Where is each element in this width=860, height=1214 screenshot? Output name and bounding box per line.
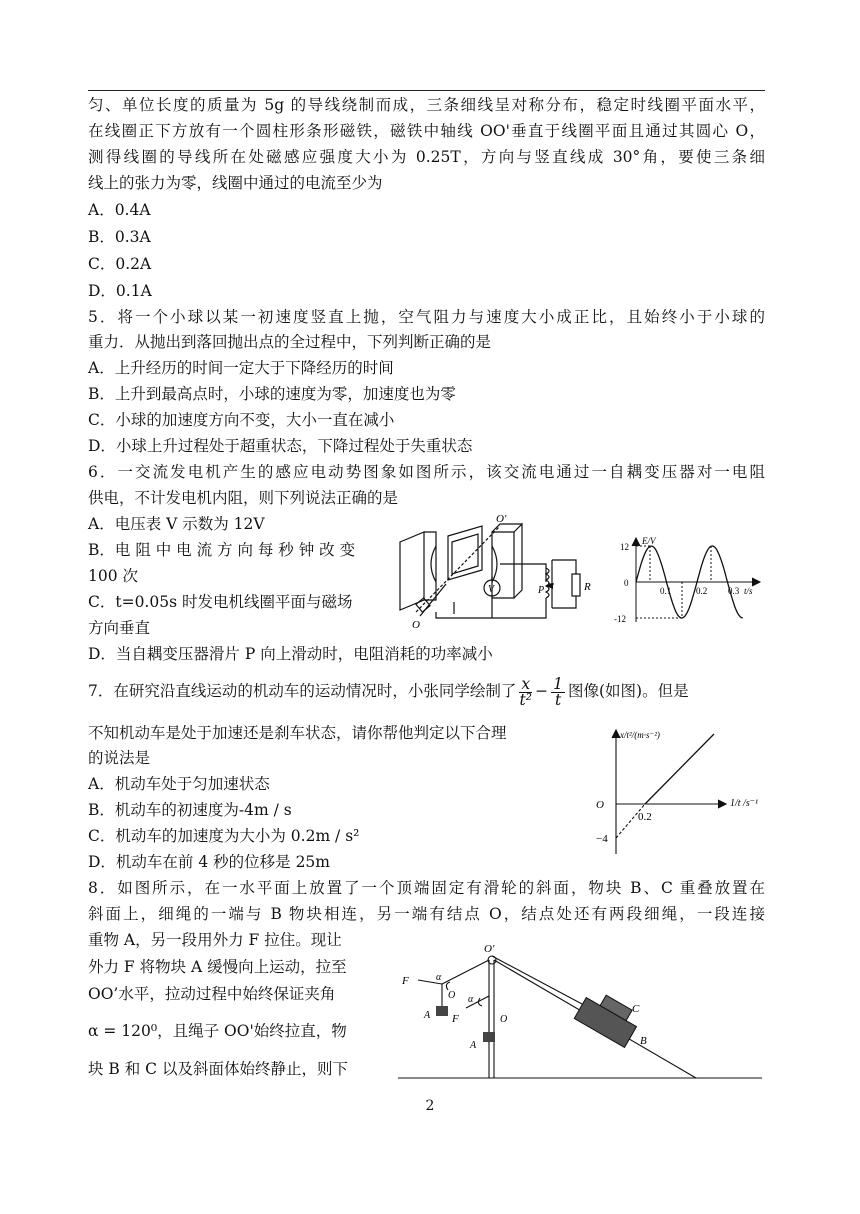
q7-fraction-x-over-t2: $\frac{x}{\text{t²}}$ xyxy=(519,674,532,709)
q8-line-3: 重物 A，另一段用外力 F 拉住。现让 xyxy=(88,931,342,949)
generator-label-o: O xyxy=(412,619,420,631)
q6-option-b-1: B．电 阻 中 电 流 方 向 每 秒 钟 改 变 xyxy=(88,541,356,559)
generator-label-o-prime: O' xyxy=(496,513,507,525)
incline-label-f1: F xyxy=(402,975,409,987)
q8-line-1: 8．如图所示，在一水平面上放置了一个顶端固定有滑轮的斜面，物块 B、C 重叠放置在 xyxy=(88,879,765,897)
q7-option-c: C．机动车的加速度为大小为 0.2m / s² xyxy=(88,827,360,845)
q6-option-a: A．电压表 V 示数为 12V xyxy=(88,515,265,533)
q7-line-3: 的说法是 xyxy=(88,749,151,767)
incline-pulley-figure xyxy=(396,928,766,1080)
incline-label-a2: A xyxy=(470,1040,477,1051)
emf-tick-01: 0.1 xyxy=(660,586,672,596)
incline-label-c: C xyxy=(632,1003,640,1015)
q4-option-b: B．0.3A xyxy=(88,228,151,246)
q4-line-1: 匀、单位长度的质量为 5g 的导线绕制而成，三条细线呈对称分布，稳定时线圈平面水平， xyxy=(88,96,765,114)
q5-option-b: B．上升到最高点时，小球的速度为零，加速度也为零 xyxy=(88,385,456,403)
q6-option-d: D．当自耦变压器滑片 P 向上滑动时，电阻消耗的功率减小 xyxy=(88,645,493,663)
q4-line-2: 在线圈正下方放有一个圆柱形条形磁铁，磁铁中轴线 OO'垂直于线圈平面且通过其圆心 O， xyxy=(88,122,765,140)
velocity-graph-x-intercept: 0.2 xyxy=(638,811,652,823)
header-rule xyxy=(88,90,765,91)
emf-tick-02: 0.2 xyxy=(696,586,708,596)
q4-option-d: D．0.1A xyxy=(88,282,152,300)
q6-option-c-2: 方向垂直 xyxy=(88,619,151,637)
q6-option-c-1: C．t=0.05s 时发电机线圈平面与磁场 xyxy=(88,593,353,611)
q5-line-1: 5．将一个小球以某一初速度竖直上抛，空气阻力与速度大小成正比，且始终小于小球的 xyxy=(88,308,765,326)
q5-option-c: C．小球的加速度方向不变，大小一直在减小 xyxy=(88,411,395,429)
q8-line-7: 块 B 和 C 以及斜面体始终静止，则下 xyxy=(88,1060,348,1078)
q7-option-a: A．机动车处于匀加速状态 xyxy=(88,775,270,793)
slider-label-p: P xyxy=(538,585,545,596)
incline-label-alpha1: α xyxy=(436,972,442,983)
velocity-graph-xlabel: 1/t /s⁻¹ xyxy=(730,798,759,809)
emf-tick-12: 12 xyxy=(620,542,629,552)
q4-option-a: A．0.4A xyxy=(88,201,151,219)
page-number: 2 xyxy=(425,1098,435,1114)
emf-graph-xlabel: t/s xyxy=(744,586,753,596)
q5-option-a: A．上升经历的时间一定大于下降经历的时间 xyxy=(88,359,394,377)
emf-origin: 0 xyxy=(624,578,629,588)
velocity-graph-ylabel: x/t²/(m·s⁻²) xyxy=(620,730,660,740)
q6-line-2: 供电，不计发电机内阻，则下列说法正确的是 xyxy=(88,489,399,507)
emf-time-graph xyxy=(612,536,768,624)
velocity-graph xyxy=(590,726,770,856)
incline-label-o1: O xyxy=(448,990,456,1001)
incline-label-a1: A xyxy=(424,1010,431,1021)
q8-line-4: 外力 F 将物块 A 缓慢向上运动，拉至 xyxy=(88,958,347,976)
incline-label-o-prime: O' xyxy=(484,943,495,955)
q8-line-6: α = 120⁰，且绳子 OO'始终拉直，物 xyxy=(88,1022,347,1040)
incline-label-f2: F xyxy=(452,1013,459,1025)
q7-line-2: 不知机动车是处于加速还是刹车状态，请你帮他判定以下合理 xyxy=(88,724,507,742)
q4-line-3: 测得线圈的导线所在处磁感应强度大小为 0.25T，方向与竖直线成 30°角，要使三条细 xyxy=(88,148,765,166)
voltmeter-label: V xyxy=(488,584,495,595)
emf-graph-ylabel: E/V xyxy=(642,536,656,546)
q6-line-1: 6．一交流发电机产生的感应电动势图象如图所示，该交流电通过一自耦变压器对一电阻 xyxy=(88,463,765,481)
q7-fraction-1-over-t: $\frac{1}{t}$ xyxy=(553,674,563,709)
q7-option-b: B．机动车的初速度为-4m / s xyxy=(88,801,292,819)
q4-option-c: C．0.2A xyxy=(88,255,152,273)
emf-tick-03: 0.3 xyxy=(728,586,740,596)
incline-label-b: B xyxy=(640,1035,647,1047)
incline-label-o2: O xyxy=(500,1014,508,1025)
q4-line-4: 线上的张力为零，线圈中通过的电流至少为 xyxy=(88,174,383,192)
incline-label-alpha2: α xyxy=(468,994,474,1005)
generator-circuit-figure xyxy=(396,512,606,634)
emf-tick-neg12: -12 xyxy=(614,614,626,624)
q7-option-d: D．机动车在前 4 秒的位移是 25m xyxy=(88,853,330,871)
q5-line-2: 重力．从抛出到落回抛出点的全过程中，下列判断正确的是 xyxy=(88,333,492,351)
velocity-graph-origin: O xyxy=(596,799,604,811)
q7-line-1: 7．在研究沿直线运动的机动车的运动情况时，小张同学绘制了 $\frac{x}{\text{t²}}$ − $\frac{1}{t}$ 图像(如图)。但是 xyxy=(88,674,689,709)
q6-option-b-2: 100 次 xyxy=(88,567,139,585)
resistor-label-r: R xyxy=(584,581,591,593)
q8-line-5: OO’水平，拉动过程中始终保证夹角 xyxy=(88,985,336,1003)
q8-line-2: 斜面上，细绳的一端与 B 物块相连，另一端有结点 O，结点处还有两段细绳，一段连接 xyxy=(88,905,765,923)
velocity-graph-y-intercept: −4 xyxy=(596,833,608,845)
q5-option-d: D．小球上升过程处于超重状态，下降过程处于失重状态 xyxy=(88,437,473,455)
